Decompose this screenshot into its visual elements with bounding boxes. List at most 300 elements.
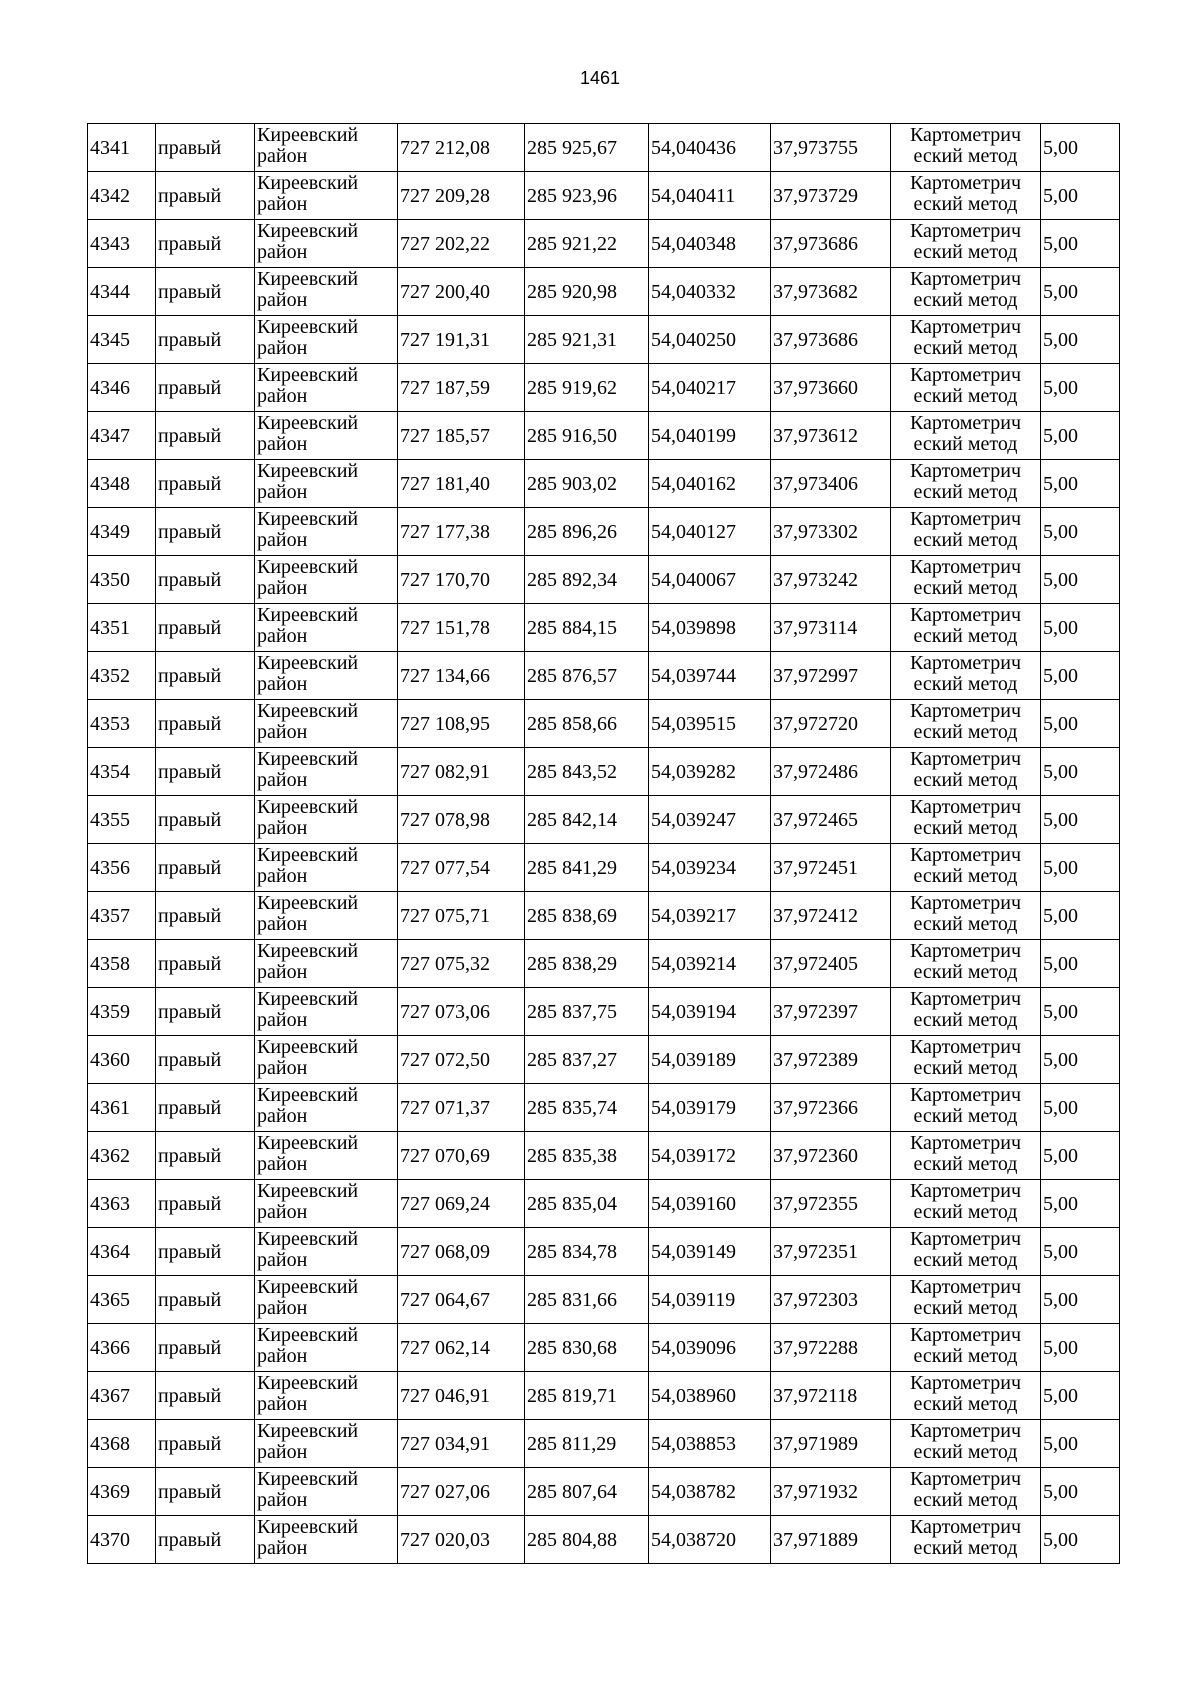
- table-row: [88, 1324, 1120, 1372]
- longitude-cell: 37,972360: [771, 1132, 891, 1180]
- y-coordinate-cell: 285 892,34: [525, 556, 649, 604]
- method-cell: Картометрич еский метод: [891, 652, 1041, 700]
- method-cell: Картометрич еский метод: [891, 1228, 1041, 1276]
- x-coordinate-cell: 727 181,40: [398, 460, 525, 508]
- table-row: [88, 268, 1120, 316]
- y-coordinate-cell: 285 920,98: [525, 268, 649, 316]
- point-number-cell: 4347: [88, 412, 156, 460]
- method-cell: Картометрич еский метод: [891, 1324, 1041, 1372]
- longitude-cell: 37,972412: [771, 892, 891, 940]
- accuracy-cell: 5,00: [1041, 940, 1120, 988]
- latitude-cell: 54,039214: [649, 940, 771, 988]
- y-coordinate-cell: 285 811,29: [525, 1420, 649, 1468]
- x-coordinate-cell: 727 082,91: [398, 748, 525, 796]
- method-cell: Картометрич еский метод: [891, 460, 1041, 508]
- table-row: [88, 1516, 1120, 1564]
- district-cell: Киреевский район: [255, 844, 398, 892]
- accuracy-cell: 5,00: [1041, 748, 1120, 796]
- x-coordinate-cell: 727 187,59: [398, 364, 525, 412]
- bank-side-cell: правый: [156, 1468, 255, 1516]
- x-coordinate-cell: 727 134,66: [398, 652, 525, 700]
- table-row: [88, 1132, 1120, 1180]
- method-cell: Картометрич еский метод: [891, 1084, 1041, 1132]
- x-coordinate-cell: 727 073,06: [398, 988, 525, 1036]
- x-coordinate-cell: 727 177,38: [398, 508, 525, 556]
- table-row: [88, 124, 1120, 172]
- x-coordinate-cell: 727 185,57: [398, 412, 525, 460]
- bank-side-cell: правый: [156, 508, 255, 556]
- longitude-cell: 37,972351: [771, 1228, 891, 1276]
- y-coordinate-cell: 285 819,71: [525, 1372, 649, 1420]
- bank-side-cell: правый: [156, 1228, 255, 1276]
- bank-side-cell: правый: [156, 844, 255, 892]
- longitude-cell: 37,973242: [771, 556, 891, 604]
- latitude-cell: 54,039179: [649, 1084, 771, 1132]
- latitude-cell: 54,040127: [649, 508, 771, 556]
- district-cell: Киреевский район: [255, 1516, 398, 1564]
- method-cell: Картометрич еский метод: [891, 988, 1041, 1036]
- table-row: [88, 1420, 1120, 1468]
- table-row: [88, 748, 1120, 796]
- point-number-cell: 4342: [88, 172, 156, 220]
- latitude-cell: 54,040217: [649, 364, 771, 412]
- point-number-cell: 4366: [88, 1324, 156, 1372]
- method-cell: Картометрич еский метод: [891, 508, 1041, 556]
- accuracy-cell: 5,00: [1041, 1372, 1120, 1420]
- accuracy-cell: 5,00: [1041, 700, 1120, 748]
- accuracy-cell: 5,00: [1041, 1420, 1120, 1468]
- method-cell: Картометрич еский метод: [891, 1132, 1041, 1180]
- y-coordinate-cell: 285 838,69: [525, 892, 649, 940]
- bank-side-cell: правый: [156, 892, 255, 940]
- longitude-cell: 37,972303: [771, 1276, 891, 1324]
- point-number-cell: 4348: [88, 460, 156, 508]
- bank-side-cell: правый: [156, 1132, 255, 1180]
- point-number-cell: 4369: [88, 1468, 156, 1516]
- method-cell: Картометрич еский метод: [891, 1036, 1041, 1084]
- longitude-cell: 37,972118: [771, 1372, 891, 1420]
- table-row: [88, 604, 1120, 652]
- table-row: [88, 316, 1120, 364]
- table-row: [88, 1372, 1120, 1420]
- bank-side-cell: правый: [156, 940, 255, 988]
- method-cell: Картометрич еский метод: [891, 1420, 1041, 1468]
- longitude-cell: 37,972451: [771, 844, 891, 892]
- x-coordinate-cell: 727 151,78: [398, 604, 525, 652]
- point-number-cell: 4350: [88, 556, 156, 604]
- latitude-cell: 54,040199: [649, 412, 771, 460]
- latitude-cell: 54,039189: [649, 1036, 771, 1084]
- y-coordinate-cell: 285 835,38: [525, 1132, 649, 1180]
- table-row: [88, 940, 1120, 988]
- point-number-cell: 4354: [88, 748, 156, 796]
- longitude-cell: 37,973755: [771, 124, 891, 172]
- point-number-cell: 4360: [88, 1036, 156, 1084]
- x-coordinate-cell: 727 108,95: [398, 700, 525, 748]
- table-row: [88, 844, 1120, 892]
- accuracy-cell: 5,00: [1041, 124, 1120, 172]
- longitude-cell: 37,971889: [771, 1516, 891, 1564]
- page-number: 1461: [579, 68, 621, 88]
- accuracy-cell: 5,00: [1041, 988, 1120, 1036]
- method-cell: Картометрич еский метод: [891, 124, 1041, 172]
- accuracy-cell: 5,00: [1041, 796, 1120, 844]
- bank-side-cell: правый: [156, 460, 255, 508]
- accuracy-cell: 5,00: [1041, 1228, 1120, 1276]
- table-row: [88, 988, 1120, 1036]
- method-cell: Картометрич еский метод: [891, 748, 1041, 796]
- bank-side-cell: правый: [156, 652, 255, 700]
- latitude-cell: 54,040332: [649, 268, 771, 316]
- point-number-cell: 4361: [88, 1084, 156, 1132]
- latitude-cell: 54,039119: [649, 1276, 771, 1324]
- bank-side-cell: правый: [156, 556, 255, 604]
- bank-side-cell: правый: [156, 220, 255, 268]
- district-cell: Киреевский район: [255, 1324, 398, 1372]
- longitude-cell: 37,972389: [771, 1036, 891, 1084]
- table-row: [88, 1276, 1120, 1324]
- longitude-cell: 37,972997: [771, 652, 891, 700]
- table-row: [88, 700, 1120, 748]
- bank-side-cell: правый: [156, 364, 255, 412]
- bank-side-cell: правый: [156, 748, 255, 796]
- x-coordinate-cell: 727 046,91: [398, 1372, 525, 1420]
- latitude-cell: 54,040348: [649, 220, 771, 268]
- y-coordinate-cell: 285 837,27: [525, 1036, 649, 1084]
- latitude-cell: 54,039234: [649, 844, 771, 892]
- bank-side-cell: правый: [156, 172, 255, 220]
- accuracy-cell: 5,00: [1041, 556, 1120, 604]
- y-coordinate-cell: 285 919,62: [525, 364, 649, 412]
- y-coordinate-cell: 285 921,22: [525, 220, 649, 268]
- table-row: [88, 1468, 1120, 1516]
- table-row: [88, 1084, 1120, 1132]
- district-cell: Киреевский район: [255, 556, 398, 604]
- district-cell: Киреевский район: [255, 508, 398, 556]
- table-body: [88, 124, 1120, 1564]
- district-cell: Киреевский район: [255, 364, 398, 412]
- y-coordinate-cell: 285 916,50: [525, 412, 649, 460]
- point-number-cell: 4351: [88, 604, 156, 652]
- x-coordinate-cell: 727 200,40: [398, 268, 525, 316]
- point-number-cell: 4365: [88, 1276, 156, 1324]
- x-coordinate-cell: 727 027,06: [398, 1468, 525, 1516]
- table-row: [88, 460, 1120, 508]
- point-number-cell: 4353: [88, 700, 156, 748]
- longitude-cell: 37,972288: [771, 1324, 891, 1372]
- method-cell: Картометрич еский метод: [891, 412, 1041, 460]
- y-coordinate-cell: 285 921,31: [525, 316, 649, 364]
- x-coordinate-cell: 727 071,37: [398, 1084, 525, 1132]
- latitude-cell: 54,039217: [649, 892, 771, 940]
- bank-side-cell: правый: [156, 1084, 255, 1132]
- point-number-cell: 4346: [88, 364, 156, 412]
- district-cell: Киреевский район: [255, 172, 398, 220]
- point-number-cell: 4357: [88, 892, 156, 940]
- latitude-cell: 54,039744: [649, 652, 771, 700]
- x-coordinate-cell: 727 209,28: [398, 172, 525, 220]
- y-coordinate-cell: 285 834,78: [525, 1228, 649, 1276]
- accuracy-cell: 5,00: [1041, 220, 1120, 268]
- coordinates-table: [87, 123, 1120, 1564]
- x-coordinate-cell: 727 062,14: [398, 1324, 525, 1372]
- x-coordinate-cell: 727 069,24: [398, 1180, 525, 1228]
- y-coordinate-cell: 285 903,02: [525, 460, 649, 508]
- method-cell: Картометрич еский метод: [891, 1516, 1041, 1564]
- bank-side-cell: правый: [156, 1276, 255, 1324]
- y-coordinate-cell: 285 831,66: [525, 1276, 649, 1324]
- district-cell: Киреевский район: [255, 796, 398, 844]
- method-cell: Картометрич еский метод: [891, 1276, 1041, 1324]
- method-cell: Картометрич еский метод: [891, 796, 1041, 844]
- table-row: [88, 1228, 1120, 1276]
- x-coordinate-cell: 727 075,71: [398, 892, 525, 940]
- table-row: [88, 172, 1120, 220]
- point-number-cell: 4349: [88, 508, 156, 556]
- longitude-cell: 37,973686: [771, 316, 891, 364]
- y-coordinate-cell: 285 896,26: [525, 508, 649, 556]
- accuracy-cell: 5,00: [1041, 1468, 1120, 1516]
- longitude-cell: 37,973682: [771, 268, 891, 316]
- district-cell: Киреевский район: [255, 220, 398, 268]
- method-cell: Картометрич еский метод: [891, 892, 1041, 940]
- accuracy-cell: 5,00: [1041, 268, 1120, 316]
- accuracy-cell: 5,00: [1041, 508, 1120, 556]
- longitude-cell: 37,973302: [771, 508, 891, 556]
- latitude-cell: 54,039282: [649, 748, 771, 796]
- method-cell: Картометрич еский метод: [891, 364, 1041, 412]
- latitude-cell: 54,040436: [649, 124, 771, 172]
- bank-side-cell: правый: [156, 412, 255, 460]
- method-cell: Картометрич еский метод: [891, 556, 1041, 604]
- longitude-cell: 37,973612: [771, 412, 891, 460]
- longitude-cell: 37,972720: [771, 700, 891, 748]
- district-cell: Киреевский район: [255, 1420, 398, 1468]
- x-coordinate-cell: 727 034,91: [398, 1420, 525, 1468]
- accuracy-cell: 5,00: [1041, 316, 1120, 364]
- accuracy-cell: 5,00: [1041, 1324, 1120, 1372]
- y-coordinate-cell: 285 837,75: [525, 988, 649, 1036]
- accuracy-cell: 5,00: [1041, 1276, 1120, 1324]
- y-coordinate-cell: 285 830,68: [525, 1324, 649, 1372]
- y-coordinate-cell: 285 804,88: [525, 1516, 649, 1564]
- longitude-cell: 37,972397: [771, 988, 891, 1036]
- district-cell: Киреевский район: [255, 124, 398, 172]
- y-coordinate-cell: 285 923,96: [525, 172, 649, 220]
- district-cell: Киреевский район: [255, 1084, 398, 1132]
- district-cell: Киреевский район: [255, 1468, 398, 1516]
- method-cell: Картометрич еский метод: [891, 1468, 1041, 1516]
- point-number-cell: 4367: [88, 1372, 156, 1420]
- bank-side-cell: правый: [156, 1516, 255, 1564]
- district-cell: Киреевский район: [255, 1132, 398, 1180]
- accuracy-cell: 5,00: [1041, 1084, 1120, 1132]
- x-coordinate-cell: 727 068,09: [398, 1228, 525, 1276]
- method-cell: Картометрич еский метод: [891, 1180, 1041, 1228]
- point-number-cell: 4363: [88, 1180, 156, 1228]
- district-cell: Киреевский район: [255, 1276, 398, 1324]
- latitude-cell: 54,038853: [649, 1420, 771, 1468]
- district-cell: Киреевский район: [255, 748, 398, 796]
- latitude-cell: 54,039515: [649, 700, 771, 748]
- district-cell: Киреевский район: [255, 412, 398, 460]
- point-number-cell: 4364: [88, 1228, 156, 1276]
- y-coordinate-cell: 285 835,74: [525, 1084, 649, 1132]
- x-coordinate-cell: 727 170,70: [398, 556, 525, 604]
- point-number-cell: 4358: [88, 940, 156, 988]
- table-row: [88, 412, 1120, 460]
- bank-side-cell: правый: [156, 1420, 255, 1468]
- latitude-cell: 54,038720: [649, 1516, 771, 1564]
- accuracy-cell: 5,00: [1041, 460, 1120, 508]
- table-row: [88, 556, 1120, 604]
- accuracy-cell: 5,00: [1041, 844, 1120, 892]
- point-number-cell: 4370: [88, 1516, 156, 1564]
- accuracy-cell: 5,00: [1041, 1036, 1120, 1084]
- longitude-cell: 37,973729: [771, 172, 891, 220]
- accuracy-cell: 5,00: [1041, 652, 1120, 700]
- y-coordinate-cell: 285 841,29: [525, 844, 649, 892]
- y-coordinate-cell: 285 838,29: [525, 940, 649, 988]
- latitude-cell: 54,040067: [649, 556, 771, 604]
- bank-side-cell: правый: [156, 1036, 255, 1084]
- longitude-cell: 37,973406: [771, 460, 891, 508]
- bank-side-cell: правый: [156, 604, 255, 652]
- bank-side-cell: правый: [156, 988, 255, 1036]
- latitude-cell: 54,039149: [649, 1228, 771, 1276]
- method-cell: Картометрич еский метод: [891, 316, 1041, 364]
- district-cell: Киреевский район: [255, 700, 398, 748]
- x-coordinate-cell: 727 078,98: [398, 796, 525, 844]
- bank-side-cell: правый: [156, 796, 255, 844]
- y-coordinate-cell: 285 842,14: [525, 796, 649, 844]
- longitude-cell: 37,972355: [771, 1180, 891, 1228]
- table-row: [88, 892, 1120, 940]
- bank-side-cell: правый: [156, 700, 255, 748]
- bank-side-cell: правый: [156, 1372, 255, 1420]
- table-row: [88, 220, 1120, 268]
- district-cell: Киреевский район: [255, 1228, 398, 1276]
- method-cell: Картометрич еский метод: [891, 268, 1041, 316]
- method-cell: Картометрич еский метод: [891, 1372, 1041, 1420]
- x-coordinate-cell: 727 202,22: [398, 220, 525, 268]
- method-cell: Картометрич еский метод: [891, 604, 1041, 652]
- bank-side-cell: правый: [156, 1324, 255, 1372]
- accuracy-cell: 5,00: [1041, 892, 1120, 940]
- table-row: [88, 796, 1120, 844]
- bank-side-cell: правый: [156, 316, 255, 364]
- method-cell: Картометрич еский метод: [891, 844, 1041, 892]
- district-cell: Киреевский район: [255, 1036, 398, 1084]
- longitude-cell: 37,973686: [771, 220, 891, 268]
- table-row: [88, 364, 1120, 412]
- y-coordinate-cell: 285 835,04: [525, 1180, 649, 1228]
- point-number-cell: 4343: [88, 220, 156, 268]
- district-cell: Киреевский район: [255, 652, 398, 700]
- point-number-cell: 4362: [88, 1132, 156, 1180]
- longitude-cell: 37,972366: [771, 1084, 891, 1132]
- x-coordinate-cell: 727 072,50: [398, 1036, 525, 1084]
- point-number-cell: 4359: [88, 988, 156, 1036]
- point-number-cell: 4355: [88, 796, 156, 844]
- district-cell: Киреевский район: [255, 1180, 398, 1228]
- accuracy-cell: 5,00: [1041, 604, 1120, 652]
- accuracy-cell: 5,00: [1041, 1516, 1120, 1564]
- point-number-cell: 4352: [88, 652, 156, 700]
- x-coordinate-cell: 727 212,08: [398, 124, 525, 172]
- x-coordinate-cell: 727 075,32: [398, 940, 525, 988]
- method-cell: Картометрич еский метод: [891, 700, 1041, 748]
- latitude-cell: 54,038782: [649, 1468, 771, 1516]
- point-number-cell: 4344: [88, 268, 156, 316]
- district-cell: Киреевский район: [255, 460, 398, 508]
- latitude-cell: 54,039160: [649, 1180, 771, 1228]
- district-cell: Киреевский район: [255, 892, 398, 940]
- y-coordinate-cell: 285 925,67: [525, 124, 649, 172]
- latitude-cell: 54,040411: [649, 172, 771, 220]
- accuracy-cell: 5,00: [1041, 172, 1120, 220]
- x-coordinate-cell: 727 064,67: [398, 1276, 525, 1324]
- point-number-cell: 4341: [88, 124, 156, 172]
- longitude-cell: 37,973114: [771, 604, 891, 652]
- method-cell: Картометрич еский метод: [891, 220, 1041, 268]
- accuracy-cell: 5,00: [1041, 412, 1120, 460]
- y-coordinate-cell: 285 876,57: [525, 652, 649, 700]
- longitude-cell: 37,972465: [771, 796, 891, 844]
- point-number-cell: 4356: [88, 844, 156, 892]
- accuracy-cell: 5,00: [1041, 364, 1120, 412]
- latitude-cell: 54,038960: [649, 1372, 771, 1420]
- latitude-cell: 54,039096: [649, 1324, 771, 1372]
- y-coordinate-cell: 285 884,15: [525, 604, 649, 652]
- table-row: [88, 652, 1120, 700]
- bank-side-cell: правый: [156, 124, 255, 172]
- latitude-cell: 54,040162: [649, 460, 771, 508]
- latitude-cell: 54,039898: [649, 604, 771, 652]
- x-coordinate-cell: 727 077,54: [398, 844, 525, 892]
- district-cell: Киреевский район: [255, 316, 398, 364]
- method-cell: Картометрич еский метод: [891, 172, 1041, 220]
- table-row: [88, 1036, 1120, 1084]
- accuracy-cell: 5,00: [1041, 1180, 1120, 1228]
- longitude-cell: 37,971932: [771, 1468, 891, 1516]
- district-cell: Киреевский район: [255, 940, 398, 988]
- district-cell: Киреевский район: [255, 988, 398, 1036]
- point-number-cell: 4345: [88, 316, 156, 364]
- longitude-cell: 37,972486: [771, 748, 891, 796]
- x-coordinate-cell: 727 070,69: [398, 1132, 525, 1180]
- latitude-cell: 54,040250: [649, 316, 771, 364]
- table-row: [88, 508, 1120, 556]
- longitude-cell: 37,973660: [771, 364, 891, 412]
- x-coordinate-cell: 727 020,03: [398, 1516, 525, 1564]
- y-coordinate-cell: 285 843,52: [525, 748, 649, 796]
- district-cell: Киреевский район: [255, 604, 398, 652]
- table-row: [88, 1180, 1120, 1228]
- longitude-cell: 37,971989: [771, 1420, 891, 1468]
- latitude-cell: 54,039194: [649, 988, 771, 1036]
- y-coordinate-cell: 285 858,66: [525, 700, 649, 748]
- y-coordinate-cell: 285 807,64: [525, 1468, 649, 1516]
- bank-side-cell: правый: [156, 268, 255, 316]
- method-cell: Картометрич еский метод: [891, 940, 1041, 988]
- accuracy-cell: 5,00: [1041, 1132, 1120, 1180]
- x-coordinate-cell: 727 191,31: [398, 316, 525, 364]
- district-cell: Киреевский район: [255, 268, 398, 316]
- point-number-cell: 4368: [88, 1420, 156, 1468]
- bank-side-cell: правый: [156, 1180, 255, 1228]
- latitude-cell: 54,039172: [649, 1132, 771, 1180]
